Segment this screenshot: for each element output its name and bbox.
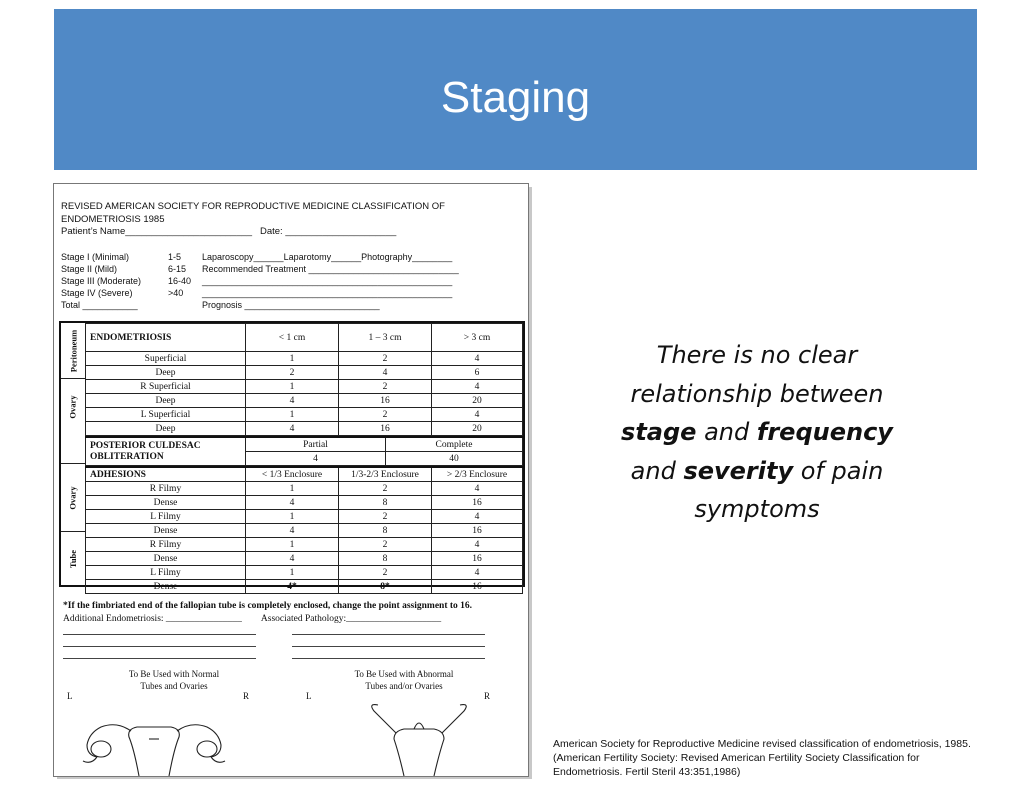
table-row: Deep 2 4 6 <box>86 366 523 380</box>
form-footer <box>63 600 472 625</box>
patient-date-row <box>61 226 445 239</box>
column-header: 1 – 3 cm <box>339 324 432 352</box>
emphasis-stage: stage <box>621 418 697 446</box>
associated-pathology-field: Associated Pathology:____________________ <box>260 613 442 624</box>
additional-endometriosis-field: Additional Endometriosis: ________________ <box>63 613 242 624</box>
culdesac-complete-label: Complete <box>386 437 523 452</box>
left-marker: L <box>306 691 312 701</box>
citation: American Society for Reproductive Medicine revised classification of endometriosis, 1985. (American Fertility Society: Revised American Fertility Society Classification for Endometriosis. Fertil Steril 43:351,1986) <box>553 738 971 778</box>
asrm-classification-form <box>53 183 529 777</box>
column-header: 1/3-2/3 Enclosure <box>339 467 432 482</box>
date-field: Date: _____________________ <box>259 226 397 237</box>
blank-line <box>292 634 485 635</box>
culdesac-complete-value: 40 <box>386 452 523 466</box>
column-header: < 1 cm <box>246 324 339 352</box>
stage-row: Total ___________ Prognosis ___________________________ <box>61 300 380 310</box>
emphasis-severity: severity <box>683 456 794 485</box>
key-message: There is no clear relationship between stage and frequency and severity of pain symptoms <box>621 341 893 523</box>
right-marker: R <box>484 691 491 701</box>
uterus-normal-diagram <box>79 699 229 776</box>
uterus-abnormal-diagram <box>354 699 484 776</box>
endometriosis-header: ENDOMETRIOSIS <box>86 324 246 352</box>
blank-line <box>63 658 256 659</box>
blank-line <box>292 646 485 647</box>
abnormal-diagram-label: To Be Used with Abnormal Tubes and/or Ovaries <box>354 669 454 691</box>
stage-row: Stage II (Mild) 6-15 Recommended Treatment ______________________________ <box>61 264 459 274</box>
column-header: > 2/3 Enclosure <box>432 467 523 482</box>
blank-line <box>63 646 256 647</box>
culdesac-partial-value: 4 <box>246 452 386 466</box>
form-header-line2: ENDOMETRIOSIS 1985 <box>61 213 165 225</box>
table-row: Dense 4 8 16 <box>86 496 523 510</box>
additional-associated-row <box>63 613 472 626</box>
endometriosis-table <box>85 323 523 436</box>
culdesac-table <box>85 436 523 466</box>
slide-title: Staging <box>440 73 591 122</box>
stage-row: Stage IV (Severe) >40 __________________________________________________ <box>61 288 453 298</box>
column-header: < 1/3 Enclosure <box>246 467 339 482</box>
right-marker: R <box>243 691 250 701</box>
adhesions-table <box>85 466 523 594</box>
stage-row: Stage III (Moderate) 16-40 __________________________________________________ <box>61 276 453 286</box>
table-row: Deep 4 16 20 <box>86 422 523 436</box>
table-row: Deep 4 16 20 <box>86 394 523 408</box>
side-label-peritoneum: Peritoneum <box>61 323 86 378</box>
patient-name-field: Patient’s Name________________________ <box>61 226 253 237</box>
table-row: Dense 4* 8* 16 <box>86 580 523 594</box>
table-row: L Superficial 1 2 4 <box>86 408 523 422</box>
footnote: *If the fimbriated end of the fallopian tube is completely enclosed, change the point assignment to 16. <box>63 601 473 611</box>
emphasis-frequency: frequency <box>756 418 893 446</box>
table-row: R Superficial 1 2 4 <box>86 380 523 394</box>
side-label-ovary: Ovary <box>61 378 86 434</box>
stage-list <box>61 251 459 311</box>
table-row: Superficial 1 2 4 <box>86 352 523 366</box>
table-row: R Filmy 1 2 4 <box>86 538 523 552</box>
side-label-tube: Tube <box>61 531 86 586</box>
normal-diagram-label: To Be Used with Normal Tubes and Ovaries <box>128 669 220 691</box>
blank-line <box>63 634 256 635</box>
form-header <box>61 201 445 239</box>
form-header-line1: REVISED AMERICAN SOCIETY FOR REPRODUCTIVE MEDICINE CLASSIFICATION OF <box>61 201 445 212</box>
table-row: Dense 4 8 16 <box>86 552 523 566</box>
column-header: > 3 cm <box>432 324 523 352</box>
title-banner <box>54 9 977 170</box>
culdesac-header: POSTERIOR CULDESAC OBLITERATION <box>86 437 246 466</box>
stage-row: Stage I (Minimal) 1-5 Laparoscopy______Laparotomy______Photography________ <box>61 252 453 262</box>
table-row: L Filmy 1 2 4 <box>86 510 523 524</box>
grid-body <box>85 323 523 594</box>
blank-line <box>292 658 485 659</box>
scoring-grid <box>59 321 525 592</box>
table-row: Dense 4 8 16 <box>86 524 523 538</box>
side-label-ovary-adhesions: Ovary <box>61 463 86 532</box>
adhesions-header: ADHESIONS <box>86 467 246 482</box>
table-row: L Filmy 1 2 4 <box>86 566 523 580</box>
left-marker: L <box>67 691 73 701</box>
table-row: R Filmy 1 2 4 <box>86 482 523 496</box>
culdesac-partial-label: Partial <box>246 437 386 452</box>
